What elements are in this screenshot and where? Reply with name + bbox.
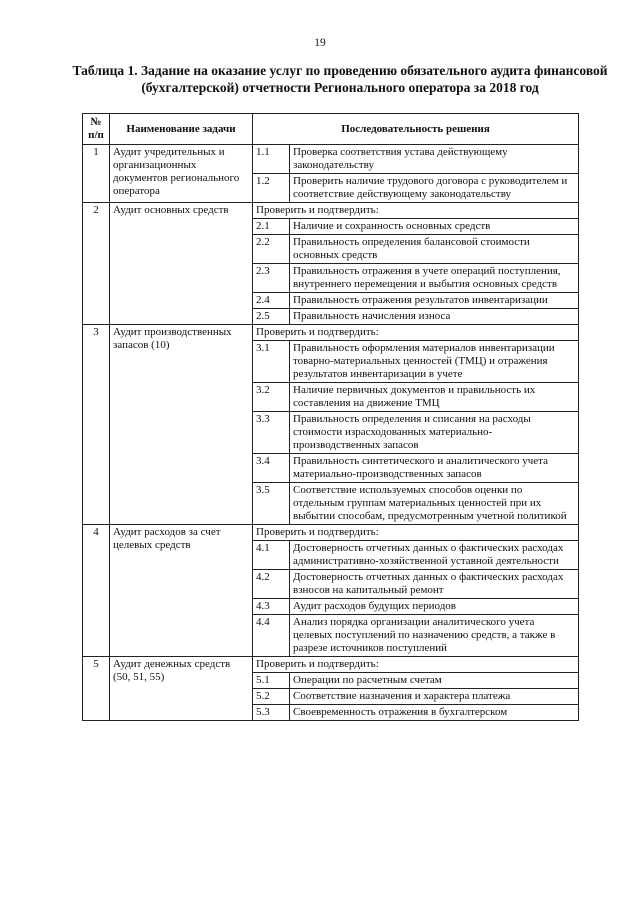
step-row bbox=[253, 219, 578, 235]
step-row bbox=[253, 145, 578, 174]
step-code: 2.3 bbox=[253, 264, 290, 293]
step-text: Соответствие используемых способов оценки по отдельным группам материальных ценностей при их выбытии способам, предусмотренным учетной политикой bbox=[290, 483, 579, 525]
task-name: Аудит основных средств bbox=[110, 203, 253, 325]
step-text: Проверка соответствия устава действующему законодательству bbox=[293, 146, 508, 171]
step-row bbox=[253, 341, 578, 383]
table-title: Таблица 1. Задание на оказание услуг по проведению обязательного аудита финансовой (бухгалтерской) отчетности Регионального оператора за 2018 год bbox=[72, 63, 608, 95]
step-code: 2.4 bbox=[253, 293, 290, 309]
step-code: 3.4 bbox=[253, 454, 290, 483]
step-code: 3.2 bbox=[253, 383, 290, 412]
row-number: 1 bbox=[83, 145, 110, 203]
step-row bbox=[253, 599, 578, 615]
step-text: Своевременность отражения в бухгалтерском bbox=[290, 705, 579, 721]
step-text: Достоверность отчетных данных о фактических расходах административно-хозяйственной уставной деятельности bbox=[293, 542, 564, 567]
header-sequence: Последовательность решения bbox=[253, 114, 579, 145]
step-text: Проверить наличие трудового договора с руководителем и соответствие действующему законодательству bbox=[290, 174, 579, 203]
task-name: Аудит расходов за счет целевых средств bbox=[110, 525, 253, 657]
step-code: 4.4 bbox=[253, 615, 290, 657]
table-row bbox=[83, 657, 579, 721]
step-text: Правильность начисления износа bbox=[290, 309, 579, 325]
steps-lead: Проверить и подтвердить: bbox=[256, 526, 379, 538]
step-row bbox=[253, 689, 578, 705]
step-row bbox=[253, 412, 578, 454]
step-row bbox=[253, 541, 578, 570]
solution-steps bbox=[253, 325, 579, 525]
steps-lead: Проверить и подтвердить: bbox=[256, 326, 379, 338]
steps-lead: Проверить и подтвердить: bbox=[256, 658, 379, 670]
step-text: Операции по расчетным счетам bbox=[293, 674, 442, 686]
step-code: 5.3 bbox=[253, 705, 290, 721]
table-row bbox=[83, 325, 579, 525]
step-code: 2.1 bbox=[253, 219, 290, 235]
step-text: Правильность синтетического и аналитического учета материально-производственных запасов bbox=[290, 454, 579, 483]
step-text: Анализ порядка организации аналитического учета целевых поступлений по назначению средств, а также в разрезе источников поступлений bbox=[290, 615, 579, 657]
step-code: 3.5 bbox=[253, 483, 290, 525]
step-code: 2.2 bbox=[253, 235, 290, 264]
table-header-row bbox=[83, 114, 579, 145]
step-row bbox=[253, 309, 578, 325]
step-code: 1.1 bbox=[253, 145, 290, 174]
step-row bbox=[253, 673, 578, 689]
solution-steps bbox=[253, 657, 579, 721]
step-row bbox=[253, 454, 578, 483]
task-name: Аудит денежных средств (50, 51, 55) bbox=[110, 657, 253, 721]
solution-steps bbox=[253, 525, 579, 657]
step-row bbox=[253, 705, 578, 721]
step-code: 4.2 bbox=[253, 570, 290, 599]
steps-table bbox=[253, 145, 578, 202]
step-text: Правильность отражения результатов инвентаризации bbox=[290, 293, 579, 309]
step-code: 4.1 bbox=[253, 541, 290, 570]
step-row bbox=[253, 293, 578, 309]
step-code: 5.1 bbox=[253, 673, 290, 689]
step-row bbox=[253, 615, 578, 657]
steps-table bbox=[253, 218, 578, 324]
table-row bbox=[83, 525, 579, 657]
step-row bbox=[253, 570, 578, 599]
solution-steps bbox=[253, 145, 579, 203]
steps-table bbox=[253, 672, 578, 720]
table-row bbox=[83, 203, 579, 325]
steps-table bbox=[253, 340, 578, 524]
step-text: Аудит расходов будущих периодов bbox=[290, 599, 579, 615]
audit-tasks-table bbox=[82, 113, 579, 721]
step-text: Наличие и сохранность основных средств bbox=[293, 220, 491, 232]
steps-table bbox=[253, 540, 578, 656]
step-code: 3.3 bbox=[253, 412, 290, 454]
step-text: Правильность отражения в учете операций поступления, внутреннего перемещения и выбытия основных средств bbox=[290, 264, 579, 293]
step-text: Правильность определения балансовой стоимости основных средств bbox=[290, 235, 579, 264]
step-row bbox=[253, 483, 578, 525]
row-number: 2 bbox=[83, 203, 110, 325]
row-number: 4 bbox=[83, 525, 110, 657]
step-code: 1.2 bbox=[253, 174, 290, 203]
task-name: Аудит производственных запасов (10) bbox=[110, 325, 253, 525]
step-code: 3.1 bbox=[253, 341, 290, 383]
step-code: 2.5 bbox=[253, 309, 290, 325]
page-number: 19 bbox=[314, 37, 326, 49]
step-text: Правильность оформления материалов инвентаризации товарно-материальных ценностей (ТМЦ) и отражения результатов инвентаризации в учете bbox=[293, 342, 555, 380]
table-row bbox=[83, 145, 579, 203]
step-code: 5.2 bbox=[253, 689, 290, 705]
header-number: № п/п bbox=[83, 114, 110, 145]
steps-lead: Проверить и подтвердить: bbox=[256, 204, 379, 216]
step-text: Наличие первичных документов и правильность их составления на движение ТМЦ bbox=[290, 383, 579, 412]
table-body bbox=[83, 145, 579, 721]
step-row bbox=[253, 235, 578, 264]
step-row bbox=[253, 383, 578, 412]
solution-steps bbox=[253, 203, 579, 325]
step-text: Соответствие назначения и характера платежа bbox=[290, 689, 579, 705]
row-number: 5 bbox=[83, 657, 110, 721]
row-number: 3 bbox=[83, 325, 110, 525]
step-row bbox=[253, 174, 578, 203]
step-row bbox=[253, 264, 578, 293]
step-text: Правильность определения и списания на расходы стоимости израсходованных материально-производственных запасов bbox=[290, 412, 579, 454]
step-code: 4.3 bbox=[253, 599, 290, 615]
task-name: Аудит учредительных и организационных документов регионального оператора bbox=[110, 145, 253, 203]
header-task: Наименование задачи bbox=[110, 114, 253, 145]
step-text: Достоверность отчетных данных о фактических расходах взносов на капитальный ремонт bbox=[290, 570, 579, 599]
